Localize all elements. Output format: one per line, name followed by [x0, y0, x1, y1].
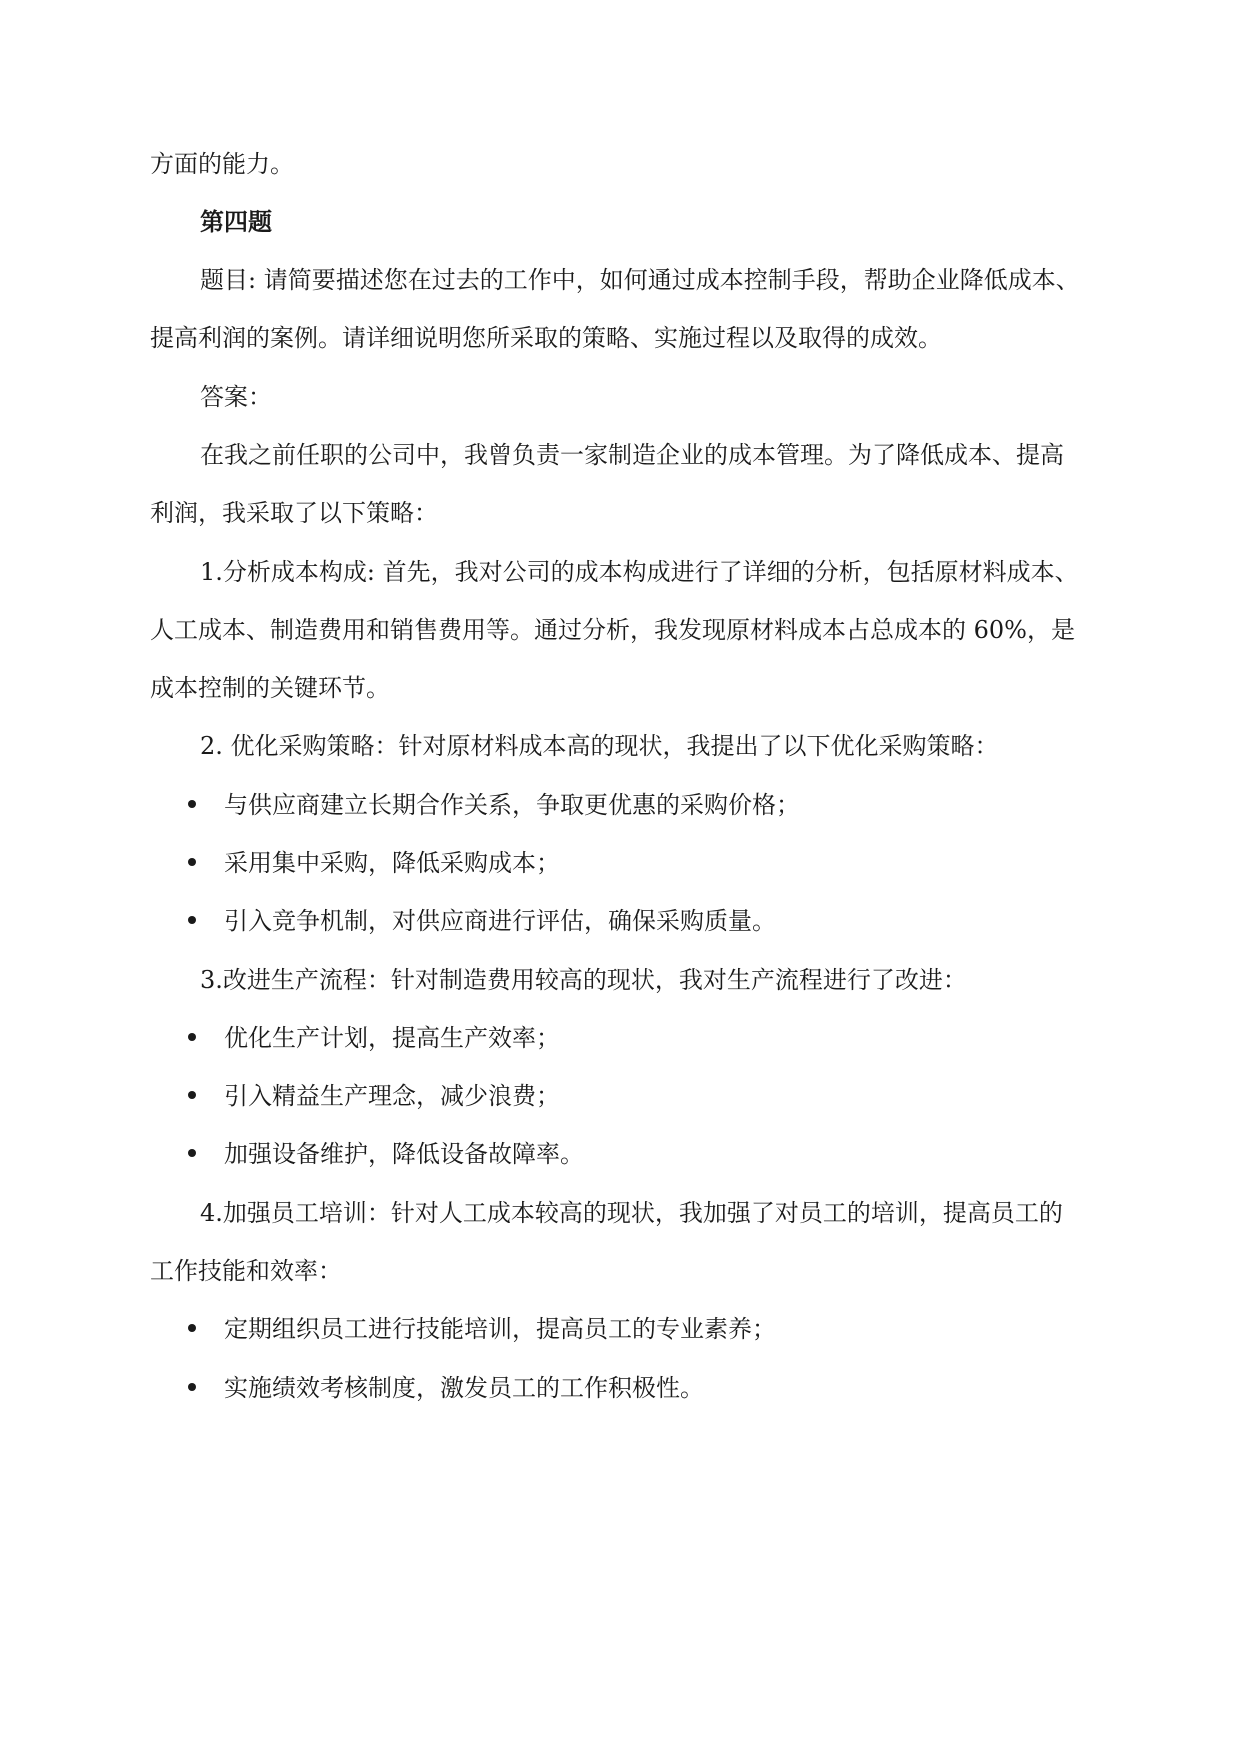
bullet-icon [188, 1033, 196, 1041]
bullet-icon [188, 1383, 196, 1391]
paragraph-line: 人工成本、制造费用和销售费用等。通过分析，我发现原材料成本占总成本的 60%，是 [150, 616, 1075, 644]
paragraph-line: 方面的能力。 [150, 150, 294, 178]
question-line: 题目: 请简要描述您在过去的工作中，如何通过成本控制手段，帮助企业降低成本、 [200, 266, 1080, 294]
paragraph-line: 工作技能和效率： [150, 1257, 342, 1285]
bullet-icon [188, 858, 196, 866]
list-item-text: 采用集中采购，降低采购成本； [224, 849, 560, 877]
section-heading: 第四题 [200, 207, 272, 236]
list-item-text: 定期组织员工进行技能培训，提高员工的专业素养； [224, 1315, 776, 1343]
list-item [188, 789, 800, 821]
list-item [188, 847, 560, 879]
paragraph-line: 1.分析成本构成: 首先，我对公司的成本构成进行了详细的分析，包括原材料成本、 [200, 558, 1079, 586]
paragraph-line: 在我之前任职的公司中，我曾负责一家制造企业的成本管理。为了降低成本、提高 [200, 441, 1064, 469]
list-item [188, 905, 776, 937]
answer-label: 答案： [200, 383, 272, 411]
list-item [188, 1022, 560, 1054]
list-item-text: 引入精益生产理念，减少浪费； [224, 1082, 560, 1110]
bullet-icon [188, 1091, 196, 1099]
list-item [188, 1313, 776, 1345]
list-item-text: 优化生产计划，提高生产效率； [224, 1024, 560, 1052]
list-item-text: 与供应商建立长期合作关系，争取更优惠的采购价格； [224, 791, 800, 819]
bullet-icon [188, 1324, 196, 1332]
list-item-text: 引入竞争机制，对供应商进行评估，确保采购质量。 [224, 907, 776, 935]
list-item [188, 1080, 560, 1112]
list-item [188, 1138, 584, 1170]
bullet-icon [188, 800, 196, 808]
bullet-icon [188, 1149, 196, 1157]
bullet-icon [188, 916, 196, 924]
paragraph-line: 2. 优化采购策略：针对原材料成本高的现状，我提出了以下优化采购策略： [200, 732, 999, 760]
paragraph-line: 成本控制的关键环节。 [150, 674, 390, 702]
paragraph-line: 利润，我采取了以下策略： [150, 499, 438, 527]
paragraph-line: 3.改进生产流程：针对制造费用较高的现状，我对生产流程进行了改进： [200, 966, 967, 994]
list-item-text: 实施绩效考核制度，激发员工的工作积极性。 [224, 1374, 704, 1402]
list-item [188, 1372, 704, 1404]
paragraph-line: 4.加强员工培训：针对人工成本较高的现状，我加强了对员工的培训，提高员工的 [200, 1199, 1063, 1227]
list-item-text: 加强设备维护，降低设备故障率。 [224, 1140, 584, 1168]
question-line: 提高利润的案例。请详细说明您所采取的策略、实施过程以及取得的成效。 [150, 324, 942, 352]
